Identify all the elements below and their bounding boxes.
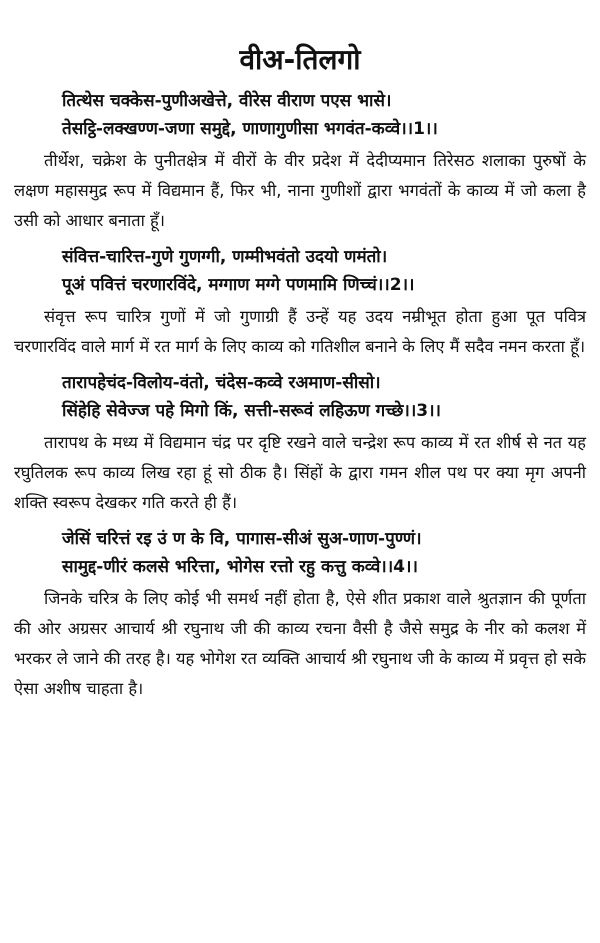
commentary-paragraph: जिनके चरित्र के लिए कोई भी समर्थ नहीं होता है, ऐसे शीत प्रकाश वाले श्रुतज्ञान की पूर्णता की ओर अग्रसर आचार्य श्री रघुनाथ जी की काव्य रचना वैसी है जैसे समुद्र के नीर को कलश में भरकर ले जाने की तरह है। यह भोगेश रत व्यक्ति आचार्य श्री रघुनाथ जी के काव्य में प्रवृत्त हो सके ऐसा अशीष चाहता है। — [14, 589, 586, 698]
verse-line: तारापहेचंद-विलोय-वंतो, चंदेस-कव्वे रअमाण-सीसो। — [62, 373, 381, 393]
commentary-paragraph: तारापथ के मध्य में विद्यमान चंद्र पर दृष्टि रखने वाले चन्द्रेश रूप काव्य में रत शीर्ष से नत यह रघुतिलक रूप काव्य लिख रहा हूं सो ठीक है। सिंहों के द्वारा गमन शील पथ पर क्या मृग अपनी शक्ति स्वरूप देखकर गति करते ही हैं। — [14, 433, 586, 512]
verse-line: पूअं पवित्तं चरणारविंदे, मग्गाण मग्गे पणमामि णिच्चं।।2।। — [62, 275, 415, 295]
verse-block-3 — [14, 369, 586, 425]
verse-line: सामुद्द-णीरं कलसे भरित्ता, भोगेस रत्तो रहु कत्तु कव्वे।।4।। — [62, 557, 418, 577]
verse-line: जेसिं चरित्तं रइ उं ण के वि, पागास-सीअं सुअ-णाण-पुण्णं। — [62, 529, 422, 549]
commentary-paragraph: संवृत्त रूप चारित्र गुणों में जो गुणाग्री हैं उन्हें यह उदय नम्रीभूत होता हुआ पूत पवित्र चरणारविंद वाले मार्ग में रत मार्ग के लिए काव्य को गतिशील बनाने के लिए मैं सदैव नमन करता हूँ। — [14, 307, 586, 356]
document-page — [0, 40, 600, 943]
verse-block-4 — [14, 525, 586, 581]
verse-block-2 — [14, 243, 586, 299]
verse-line: तेसट्ठि-लक्खण्ण-जणा समुद्दे, णाणागुणीसा भगवंत-कव्वे।।1।। — [62, 119, 438, 139]
verse-block-1 — [14, 87, 586, 143]
verse-line: संवित्त-चारित्त-गुणे गुणग्गी, णम्मीभवंतो उदयो णमंतो। — [62, 247, 388, 267]
commentary-paragraph: तीर्थेश, चक्रेश के पुनीतक्षेत्र में वीरों के वीर प्रदेश में देदीप्यमान तिरेसठ शलाका पुरुषों के लक्षण महासमुद्र रूप में विद्यमान हैं, फिर भी, नाना गुणीशों द्वारा भगवंतों के काव्य में जो कला है उसी को आधार बनाता हूँ। — [14, 151, 586, 230]
page-title: वीअ-तिलगो — [239, 43, 361, 76]
verse-line: तित्थेस चक्केस-पुणीअखेत्ते, वीरेस वीराण पएस भासे। — [62, 91, 392, 111]
verse-line: सिंहेहि सेवेज्ज पहे मिगो किं, सत्ती-सरूवं लहिऊण गच्छे।।3।। — [62, 401, 441, 421]
